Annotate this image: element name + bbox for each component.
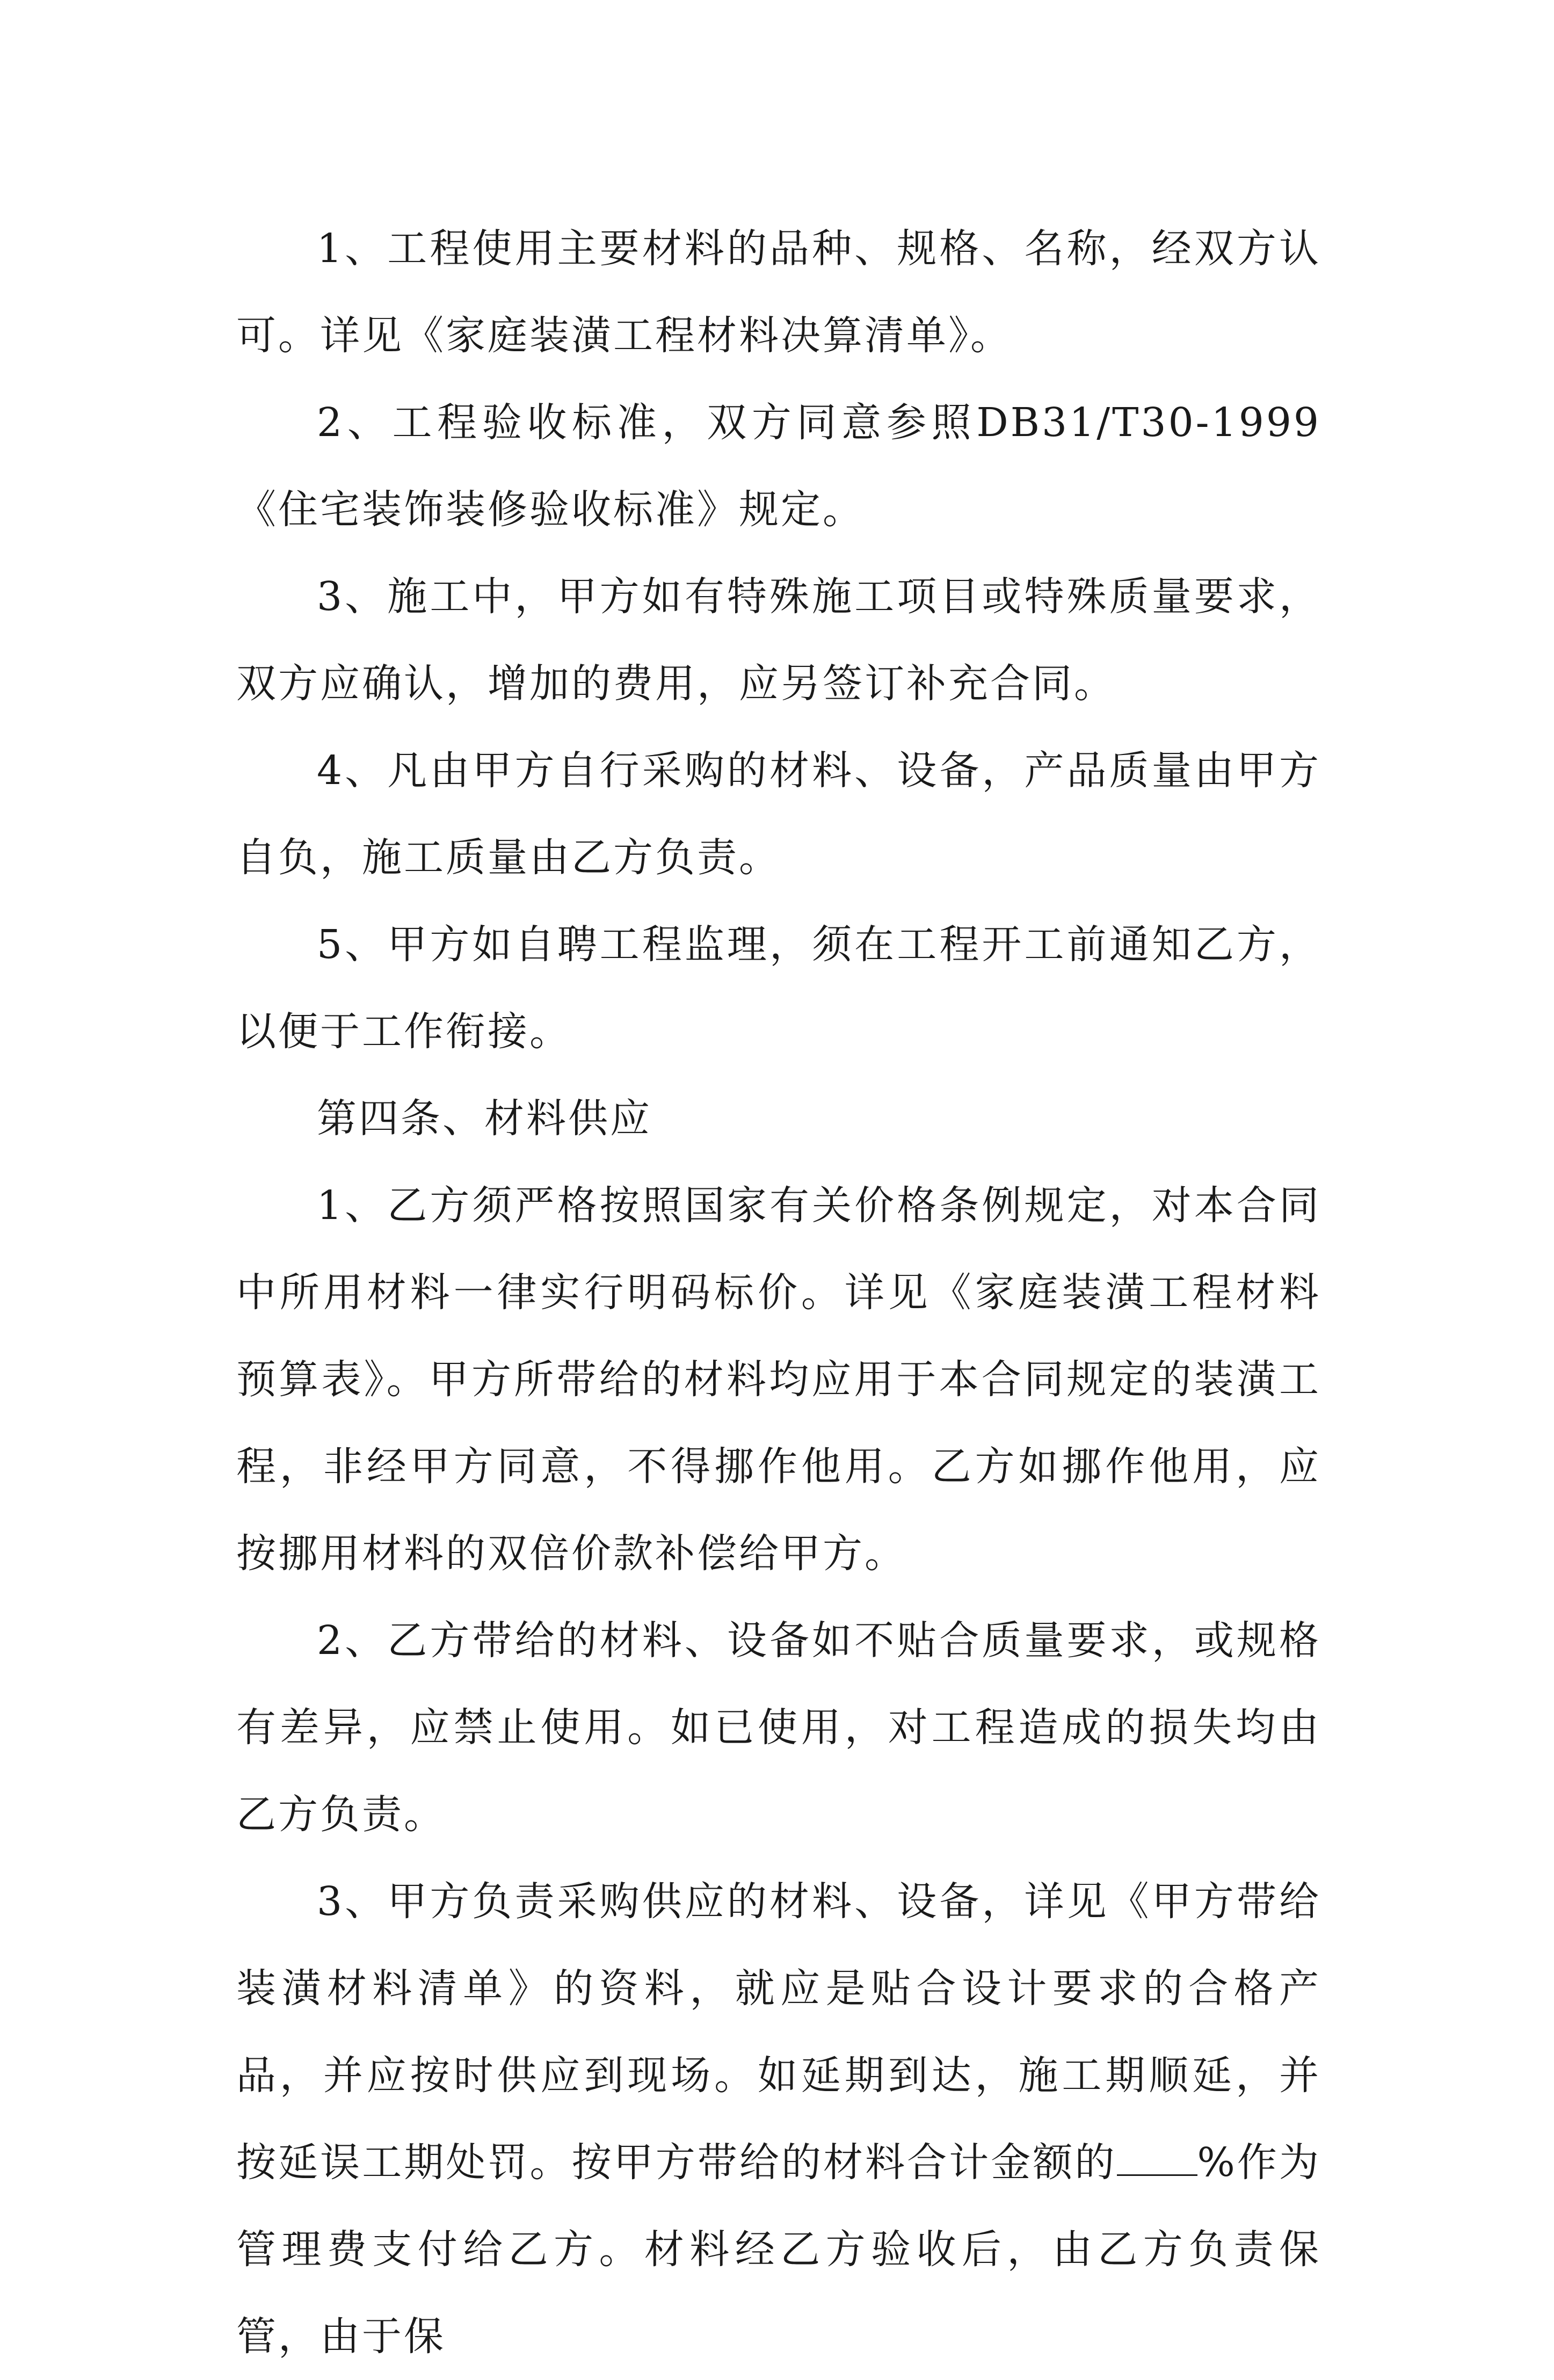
clause-text-before-blank: 3、甲方负责采购供应的材料、设备，详见《甲方带给装潢材料清单》的资料，就应是贴合设计要求的合格产品，并应按时供应到现场。如延期到达，施工期顺延，并按延误工期处罚。按甲方带给的材料合计金额的: [236, 1878, 1321, 2186]
clause-paragraph: 2、工程验收标准，双方同意参照DB31/T30-1999《住宅装饰装修验收标准》规定。: [236, 400, 1321, 533]
clause-paragraph: 4、凡由甲方自行采购的材料、设备，产品质量由甲方自负，施工质量由乙方负责。: [236, 748, 1321, 881]
clause-paragraph: 3、施工中，甲方如有特殊施工项目或特殊质量要求，双方应确认，增加的费用，应另签订补充合同。: [236, 574, 1321, 707]
clause-paragraph: 5、甲方如自聘工程监理，须在工程开工前通知乙方，以便于工作衔接。: [236, 921, 1321, 1055]
clause-paragraph: [236, 1858, 1321, 2380]
clause-text-after-blank: %作为管理费支付给乙方。材料经乙方验收后，由乙方负责保管，由于保: [236, 2139, 1321, 2360]
clause-paragraph: 1、工程使用主要材料的品种、规格、名称，经双方认可。详见《家庭装潢工程材料决算清单》。: [236, 226, 1321, 359]
section-heading: 第四条、材料供应: [317, 1095, 652, 1142]
clause-paragraph: 1、乙方须严格按照国家有关价格条例规定，对本合同中所用材料一律实行明码标价。详见《家庭装潢工程材料预算表》。甲方所带给的材料均应用于本合同规定的装潢工程，非经甲方同意，不得挪作他用。乙方如挪作他用，应按挪用材料的双倍价款补偿给甲方。: [236, 1182, 1321, 1577]
clause-paragraph: 2、乙方带给的材料、设备如不贴合质量要求，或规格有差异，应禁止使用。如已使用，对工程造成的损失均由乙方负责。: [236, 1617, 1321, 1838]
fill-in-blank: [1117, 2142, 1197, 2176]
document-body: [236, 205, 1321, 2380]
